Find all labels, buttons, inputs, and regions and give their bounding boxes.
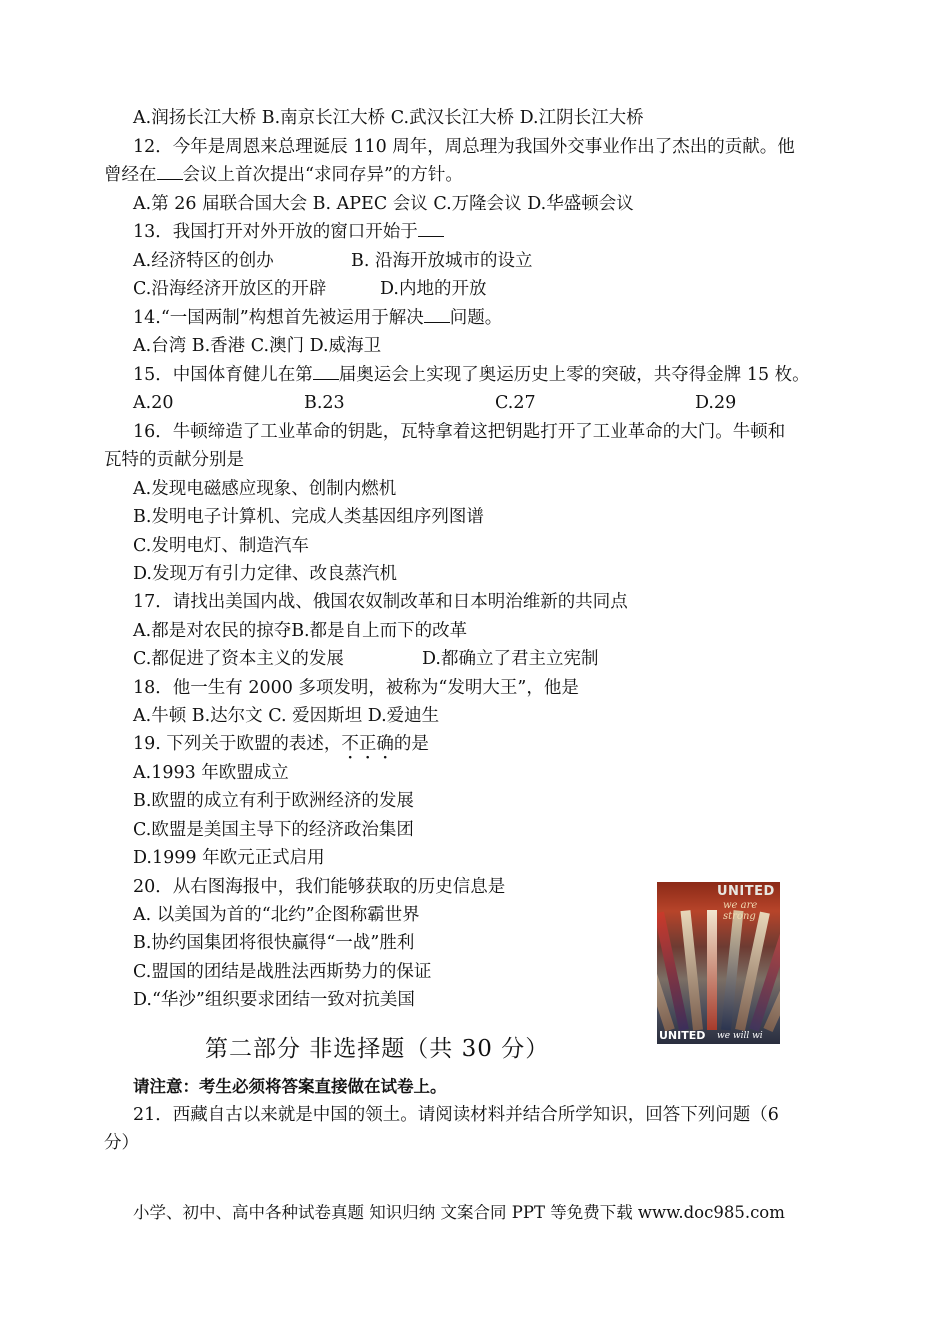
answer-blank bbox=[157, 164, 183, 180]
q19-stem-part-b: 的是 bbox=[393, 734, 429, 754]
q13-option-c: C.沿海经济开放区的开辟 bbox=[133, 279, 327, 299]
q12-stem-part-a: 曾经在 bbox=[104, 165, 157, 185]
q15-option-b: B.23 bbox=[304, 393, 345, 413]
q11-options: A.润扬长江大桥 B.南京长江大桥 C.武汉长江大桥 D.江阴长江大桥 bbox=[133, 108, 644, 128]
q20-option-b: B.协约国集团将很快赢得“一战”胜利 bbox=[133, 933, 415, 953]
q16-option-d: D.发现万有引力定律、改良蒸汽机 bbox=[133, 564, 397, 584]
q14-stem bbox=[133, 307, 502, 329]
q16-option-a: A.发现电磁感应现象、创制内燃机 bbox=[133, 479, 397, 499]
emphasis-char: 不 bbox=[341, 734, 359, 754]
q17-option-d: D.都确立了君主立宪制 bbox=[422, 649, 599, 669]
q18-stem: 18．他一生有 2000 多项发明，被称为“发明大王”，他是 bbox=[133, 678, 579, 698]
q12-options: A.第 26 届联合国大会 B. APEC 会议 C.万隆会议 D.华盛顿会议 bbox=[133, 194, 634, 214]
q20-option-d: D.“华沙”组织要求团结一致对抗美国 bbox=[133, 990, 415, 1010]
answer-blank bbox=[424, 307, 450, 323]
q13-option-a: A.经济特区的创办 bbox=[133, 251, 274, 271]
q16-option-c: C.发明电灯、制造汽车 bbox=[133, 536, 309, 556]
q19-option-b: B.欧盟的成立有利于欧洲经济的发展 bbox=[133, 791, 414, 811]
answer-blank bbox=[418, 221, 444, 237]
q12-stem-line1: 12．今年是周恩来总理诞辰 110 周年，周总理为我国外交事业作出了杰出的贡献。他 bbox=[133, 137, 795, 157]
q17-option-c: C.都促进了资本主义的发展 bbox=[133, 649, 344, 669]
q19-stem bbox=[133, 733, 429, 755]
q13-stem-text: 13．我国打开对外开放的窗口开始于 bbox=[133, 222, 418, 242]
q20-option-c: C.盟国的团结是战胜法西斯势力的保证 bbox=[133, 962, 432, 982]
q17-stem: 17．请找出美国内战、俄国农奴制改革和日本明治维新的共同点 bbox=[133, 592, 628, 612]
q14-stem-part-b: 问题。 bbox=[449, 308, 503, 328]
q14-stem-part-a: 14.“一国两制”构想首先被运用于解决 bbox=[133, 308, 424, 328]
q21-stem-line1: 21．西藏自古以来就是中国的领土。请阅读材料并结合所学知识，回答下列问题（6 bbox=[133, 1105, 779, 1125]
q21-stem-line2: 分） bbox=[104, 1133, 139, 1153]
q17-option-ab: A.都是对农民的掠夺B.都是自上而下的改革 bbox=[133, 621, 468, 641]
q15-stem-part-a: 15．中国体育健儿在第 bbox=[133, 365, 313, 385]
q12-stem-part-b: 会议上首次提出“求同存异”的方针。 bbox=[182, 165, 463, 185]
q20-stem: 20．从右图海报中，我们能够获取的历史信息是 bbox=[133, 877, 506, 897]
q20-option-a: A. 以美国为首的“北约”企图称霸世界 bbox=[133, 905, 420, 925]
part2-notice: 请注意：考生必须将答案直接做在试卷上。 bbox=[133, 1077, 447, 1096]
q16-stem-line1: 16．牛顿缔造了工业革命的钥匙，瓦特拿着这把钥匙打开了工业革命的大门。牛顿和 bbox=[133, 422, 786, 442]
q19-option-a: A.1993 年欧盟成立 bbox=[133, 763, 289, 783]
q19-option-d: D.1999 年欧元正式启用 bbox=[133, 848, 325, 868]
q13-option-d: D.内地的开放 bbox=[380, 279, 487, 299]
q19-stem-part-a: 19. 下列关于欧盟的表述， bbox=[133, 734, 342, 754]
emphasis-char: 正 bbox=[358, 734, 377, 754]
poster-bottom-subtext: we will wi bbox=[717, 1031, 763, 1041]
q15-option-d: D.29 bbox=[695, 393, 737, 413]
answer-blank bbox=[313, 364, 339, 380]
q19-option-c: C.欧盟是美国主导下的经济政治集团 bbox=[133, 820, 414, 840]
emphasis-char: 确 bbox=[376, 734, 394, 754]
poster-beam bbox=[707, 910, 717, 1030]
q12-stem-line2 bbox=[104, 164, 463, 186]
q16-option-b: B.发明电子计算机、完成人类基因组序列图谱 bbox=[133, 507, 484, 527]
poster-top-subtext: we are strong bbox=[723, 900, 758, 922]
q15-stem bbox=[133, 364, 810, 386]
q15-option-c: C.27 bbox=[495, 393, 536, 413]
poster-top-text: UNITED bbox=[717, 884, 775, 899]
war-poster-image bbox=[657, 882, 780, 1044]
footer-text: 小学、初中、高中各种试卷真题 知识归纳 文案合同 PPT 等免费下载 www.doc985.com bbox=[133, 1203, 785, 1222]
poster-bottom-text: UNITED bbox=[659, 1029, 706, 1042]
q16-stem-line2: 瓦特的贡献分别是 bbox=[104, 450, 244, 470]
q14-options: A.台湾 B.香港 C.澳门 D.威海卫 bbox=[133, 336, 382, 356]
q15-option-a: A.20 bbox=[133, 393, 174, 413]
part2-heading: 第二部分 非选择题（共 30 分） bbox=[205, 1036, 550, 1062]
q13-option-b: B. 沿海开放城市的设立 bbox=[351, 251, 533, 271]
q15-stem-part-b: 届奥运会上实现了奥运历史上零的突破，共夺得金牌 15 枚。 bbox=[338, 365, 810, 385]
q13-stem bbox=[133, 221, 444, 243]
q18-options: A.牛顿 B.达尔文 C. 爱因斯坦 D.爱迪生 bbox=[133, 706, 440, 726]
